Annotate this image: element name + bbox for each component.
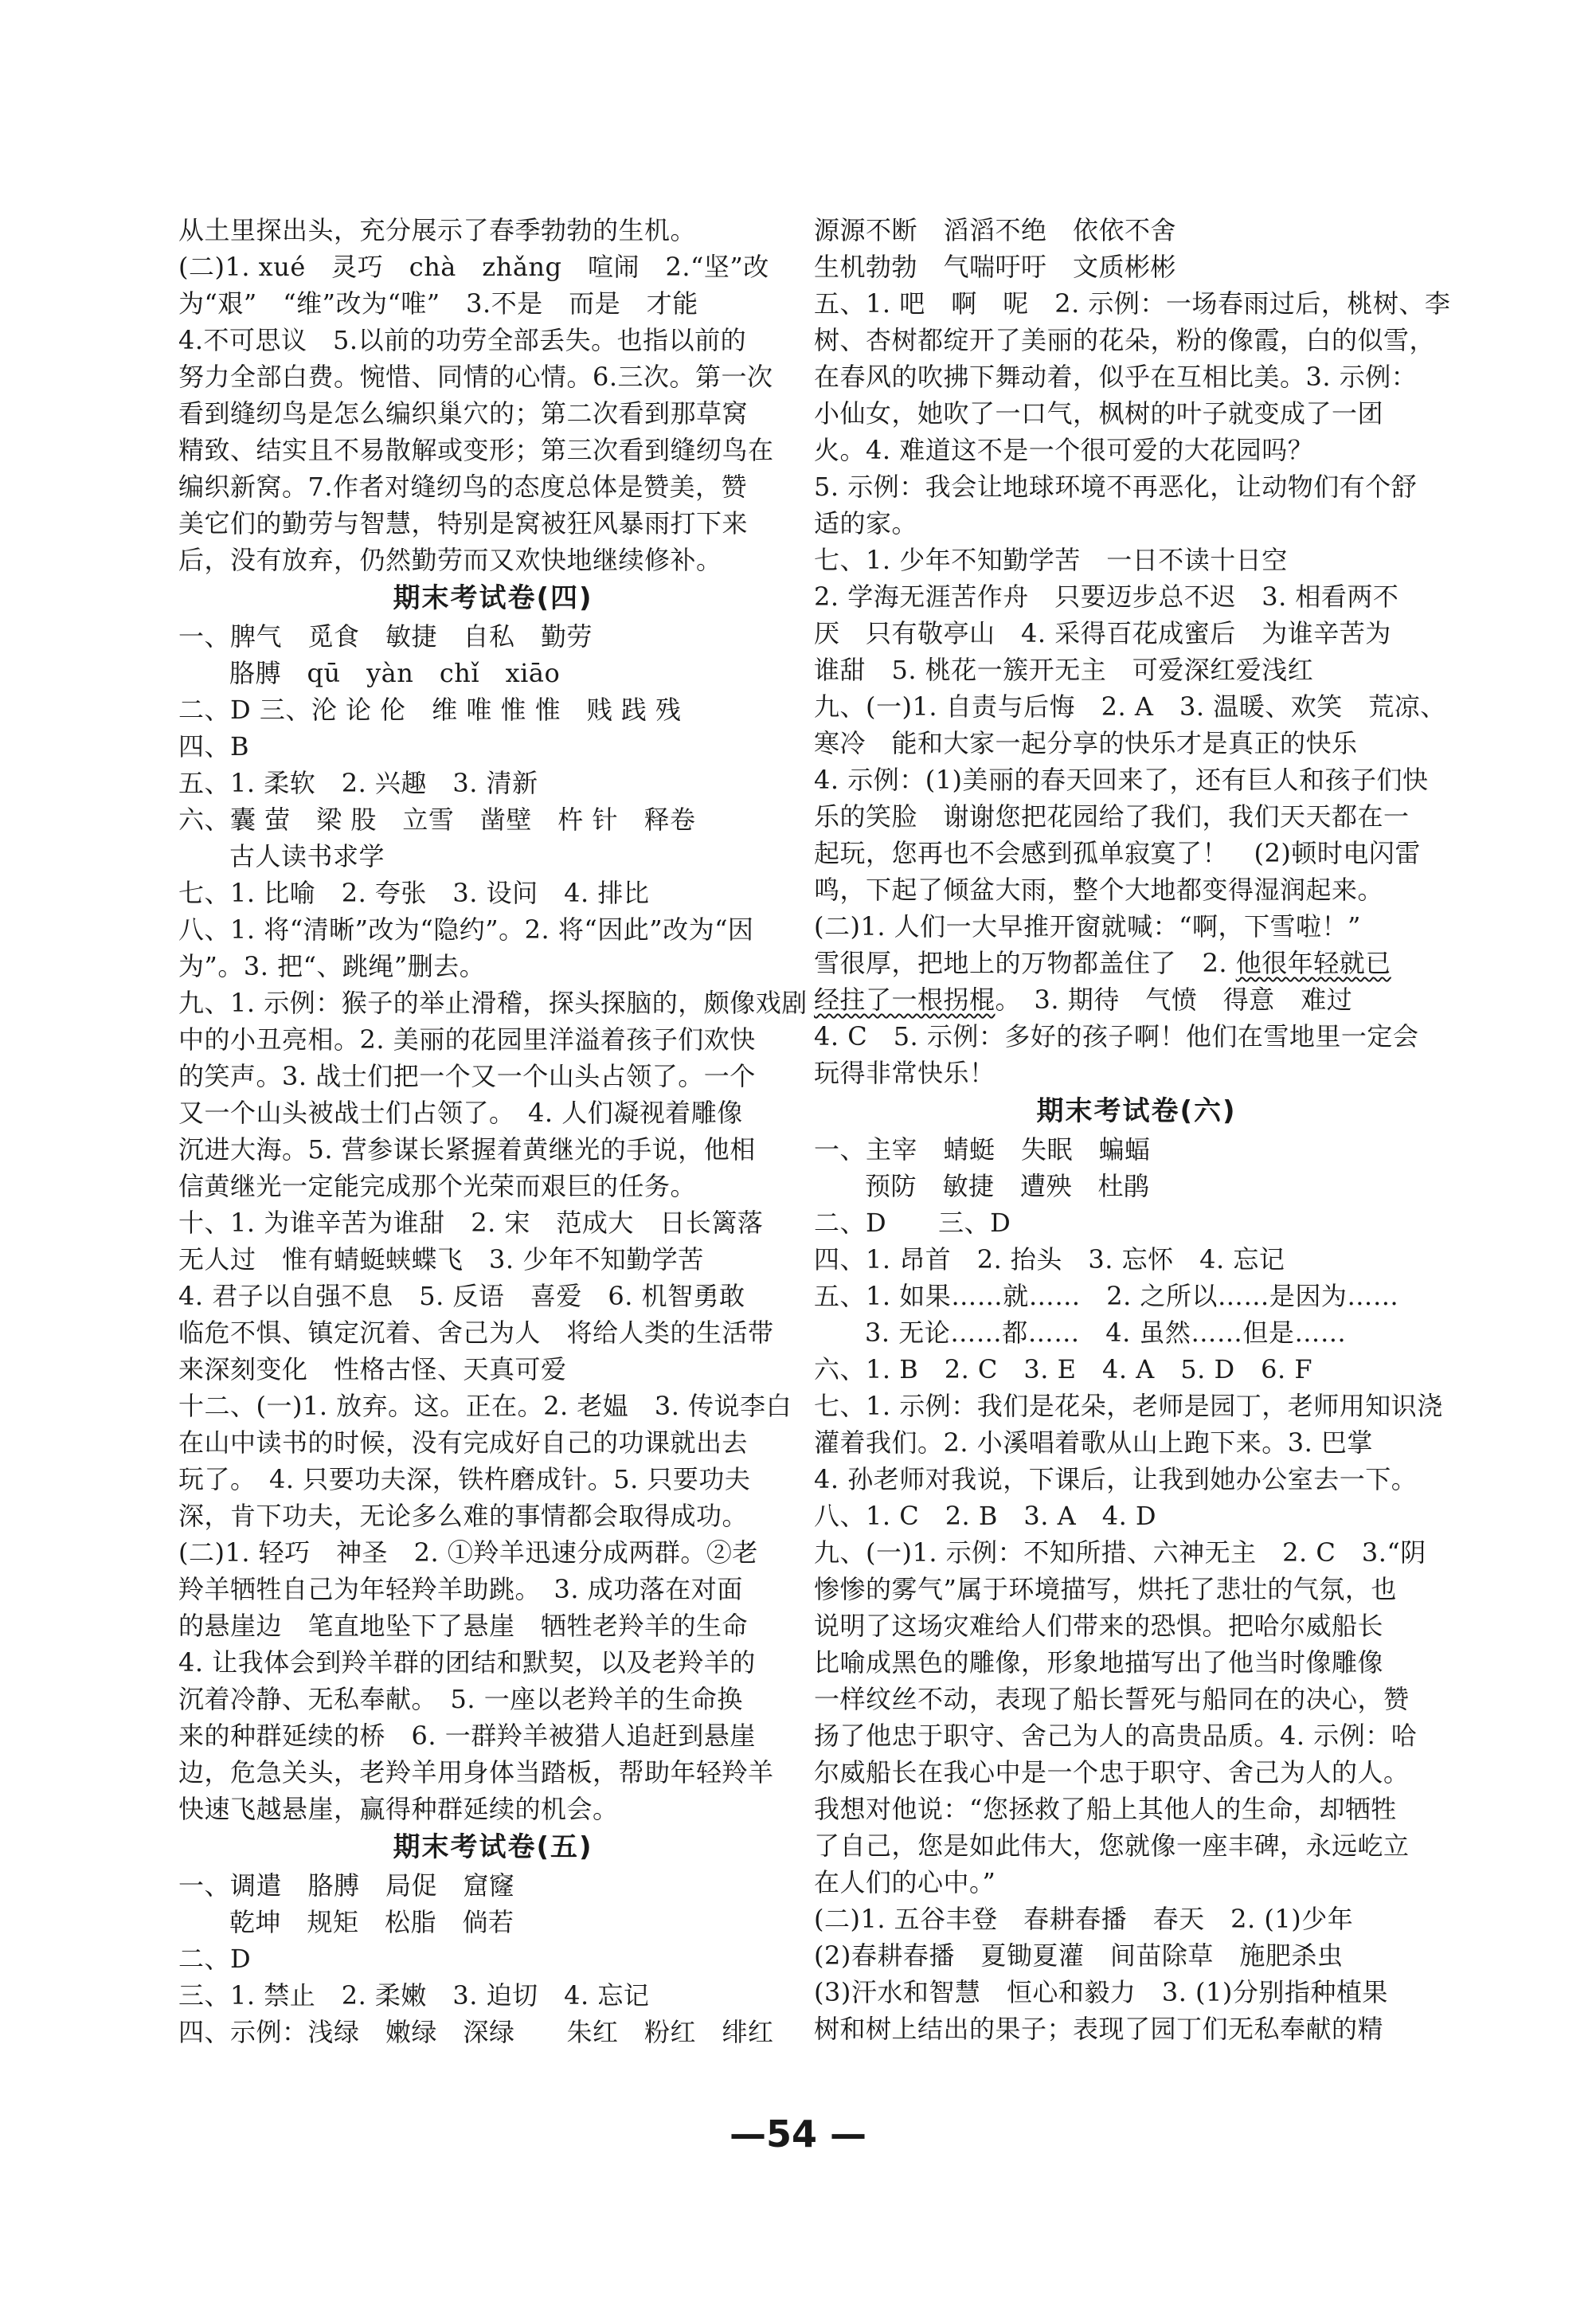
answer-line: 九、(一)1. 示例：不知所措、六神无主 2. C 3.“阴	[814, 1537, 1426, 1568]
answer-line: 5. 示例：我会让地球环境不再恶化，让动物们有个舒	[814, 472, 1418, 502]
answer-line: 来的种群延续的桥 6. 一群羚羊被猎人追赶到悬崖	[178, 1721, 756, 1751]
answer-line: 了自己，您是如此伟大，您就像一座丰碑，永远屹立	[814, 1831, 1410, 1861]
answer-line: 小仙女，她吹了一口气，枫树的叶子就变成了一团	[814, 398, 1384, 429]
answer-line: 寒冷 能和大家一起分享的快乐才是真正的快乐	[814, 728, 1358, 758]
answer-line: 为”。3. 把“、跳绳”删去。	[178, 951, 486, 981]
answer-line: 来深刻变化 性格古怪、天真可爱	[178, 1354, 567, 1384]
answer-line: 一、主宰 蜻蜓 失眠 蝙蝠	[814, 1134, 1151, 1165]
answer-line: 临危不惧、镇定沉着、舍己为人 将给人类的生活带	[178, 1318, 774, 1348]
section-heading: 期末考试卷(四)	[393, 582, 593, 614]
underlined-answer: 他很年轻就已	[1235, 948, 1391, 978]
answer-line: 六、1. B 2. C 3. E 4. A 5. D 6. F	[814, 1354, 1313, 1384]
answer-line: 从土里探出头，充分展示了春季勃勃的生机。	[178, 215, 697, 245]
answer-line: 厌 只有敬亭山 4. 采得百花成蜜后 为谁辛苦为	[814, 618, 1391, 648]
section-heading: 期末考试卷(五)	[393, 1831, 593, 1863]
answer-line: 灌着我们。2. 小溪唱着歌从山上跑下来。3. 巴掌	[814, 1427, 1373, 1458]
answer-line: (3)汗水和智慧 恒心和毅力 3. (1)分别指种植果	[814, 1977, 1388, 2007]
answer-line: (二)1. xué 灵巧 chà zhǎng 喧闹 2.“坚”改	[178, 252, 769, 282]
answer-line: 后，没有放弃，仍然勤劳而又欢快地继续修补。	[178, 545, 722, 575]
answer-line: 编织新窝。7.作者对缝纫鸟的态度总体是赞美，赞	[178, 472, 748, 502]
answer-line: 乾坤 规矩 松脂 倘若	[229, 1907, 514, 1937]
answer-line: 生机勃勃 气喘吁吁 文质彬彬	[814, 252, 1177, 282]
answer-line: 边，危急关头，老羚羊用身体当踏板，帮助年轻羚羊	[178, 1757, 774, 1787]
answer-line: 七、1. 比喻 2. 夸张 3. 设问 4. 排比	[178, 878, 650, 908]
answer-line: 谁甜 5. 桃花一簇开无主 可爱深红爱浅红	[814, 655, 1314, 685]
answer-line: 四、示例：浅绿 嫩绿 深绿 朱红 粉红 绯红	[178, 2017, 774, 2047]
answer-line: 胳膊 qū yàn chǐ xiāo	[229, 658, 561, 688]
page-number: —54 —	[729, 2112, 867, 2156]
answer-line: 看到缝纫鸟是怎么编织巢穴的；第二次看到那草窝	[178, 398, 749, 429]
answer-line: 在人们的心中。”	[814, 1867, 996, 1897]
answer-line: 九、1. 示例：猴子的举止滑稽，探头探脑的，颇像戏剧	[178, 988, 808, 1018]
answer-line: 的悬崖边 笔直地坠下了悬崖 牺牲老羚羊的生命	[178, 1611, 749, 1641]
answer-line: 4. 孙老师对我说，下课后，让我到她办公室去一下。	[814, 1464, 1418, 1494]
answer-line: 4. 君子以自强不息 5. 反语 喜爱 6. 机智勇敢	[178, 1281, 745, 1311]
answer-line: 八、1. 将“清晰”改为“隐约”。2. 将“因此”改为“因	[178, 914, 754, 945]
answer-line: 玩得非常快乐！	[814, 1058, 996, 1088]
answer-line: 十、1. 为谁辛苦为谁甜 2. 宋 范成大 日长篱落	[178, 1208, 764, 1238]
answer-line: 说明了这场灾难给人们带来的恐惧。把哈尔威船长	[814, 1611, 1384, 1641]
answer-line: 玩了。 4. 只要功夫深，铁杵磨成针。5. 只要功夫	[178, 1464, 751, 1494]
answer-line: 五、1. 如果……就…… 2. 之所以……是因为……	[814, 1281, 1399, 1311]
answer-line: 七、1. 示例：我们是花朵，老师是园丁，老师用知识浇	[814, 1391, 1443, 1421]
answer-line: 二、D 三、沦 论 伦 维 唯 惟 惟 贱 践 残	[178, 695, 682, 725]
answer-line: 扬了他忠于职守、舍己为人的高贵品质。4. 示例：哈	[814, 1721, 1418, 1751]
answer-line: 二、D	[178, 1944, 252, 1974]
answer-line: 美它们的勤劳与智慧，特别是窝被狂风暴雨打下来	[178, 508, 749, 538]
answer-line: 鸣，下起了倾盆大雨，整个大地都变得湿润起来。	[814, 875, 1384, 905]
answer-line: 树、杏树都绽开了美丽的花朵，粉的像霞，白的似雪，	[814, 325, 1436, 355]
answer-line: 信黄继光一定能完成那个光荣而艰巨的任务。	[178, 1171, 697, 1201]
answer-line: 快速飞越悬崖，赢得种群延续的机会。	[178, 1794, 619, 1824]
answer-line: 古人读书求学	[229, 841, 385, 871]
answer-line: 为“艰” “维”改为“唯” 3.不是 而是 才能	[178, 288, 698, 319]
answer-line: 树和树上结出的果子；表现了园丁们无私奉献的精	[814, 2014, 1384, 2044]
answer-line: 惨惨的雾气”属于环境描写，烘托了悲壮的气氛，也	[814, 1574, 1397, 1604]
answer-line: 4. C 5. 示例：多好的孩子啊！他们在雪地里一定会	[814, 1021, 1419, 1051]
answer-line: 火。4. 难道这不是一个很可爱的大花园吗？	[814, 435, 1314, 465]
answer-line: 沉进大海。5. 营参谋长紧握着黄继光的手说，他相	[178, 1134, 756, 1165]
answer-line: 的笑声。3. 战士们把一个又一个山头占领了。一个	[178, 1061, 756, 1091]
answer-line: 4.不可思议 5.以前的功劳全部丢失。也指以前的	[178, 325, 747, 355]
answer-line: 七、1. 少年不知勤学苦 一日不读十日空	[814, 545, 1288, 575]
answer-line: 五、1. 吧 啊 呢 2. 示例：一场春雨过后，桃树、李	[814, 288, 1451, 319]
answer-line: 源源不断 滔滔不绝 依依不舍	[814, 215, 1177, 245]
answer-line: 在山中读书的时候，没有完成好自己的功课就出去	[178, 1427, 749, 1458]
answer-line: 比喻成黑色的雕像，形象地描写出了他当时像雕像	[814, 1647, 1384, 1678]
answer-line: 3. 无论……都…… 4. 虽然……但是……	[865, 1318, 1347, 1348]
answer-line: (二)1. 五谷丰登 春耕春播 春天 2. (1)少年	[814, 1904, 1354, 1934]
answer-line: 起玩，您再也不会感到孤单寂寞了！ (2)顿时电闪雷	[814, 838, 1421, 868]
answer-line: 在春风的吹拂下舞动着，似乎在互相比美。3. 示例：	[814, 362, 1418, 392]
answer-line: 二、D 三、D	[814, 1208, 1011, 1238]
answer-line	[814, 981, 1459, 1018]
answer-line: 一样纹丝不动，表现了船长誓死与船同在的决心，赞	[814, 1684, 1410, 1714]
left-column	[178, 212, 808, 2050]
answer-line: (2)春耕春播 夏锄夏灌 间苗除草 施肥杀虫	[814, 1940, 1344, 1971]
answer-line: 八、1. C 2. B 3. A 4. D	[814, 1501, 1157, 1531]
answer-line: 又一个山头被战士们占领了。 4. 人们凝视着雕像	[178, 1098, 743, 1128]
answer-line: (二)1. 轻巧 神圣 2. ①羚羊迅速分成两群。②老	[178, 1537, 758, 1568]
answer-line: 沉着冷静、无私奉献。 5. 一座以老羚羊的生命换	[178, 1684, 743, 1714]
answer-line: 四、B	[178, 731, 250, 762]
answer-line: 中的小丑亮相。2. 美丽的花园里洋溢着孩子们欢快	[178, 1024, 756, 1055]
answer-line: 一、脾气 觅食 敏捷 自私 勤劳	[178, 621, 593, 652]
answer-line: 乐的笑脸 谢谢您把花园给了我们，我们天天都在一	[814, 801, 1410, 832]
answer-line: 九、(一)1. 自责与后悔 2. A 3. 温暖、欢笑 荒凉、	[814, 691, 1446, 722]
answer-line: 羚羊牺牲自己为年轻羚羊助跳。 3. 成功落在对面	[178, 1574, 743, 1604]
answer-line: (二)1. 人们一大早推开窗就喊：“啊，下雪啦！”	[814, 911, 1361, 942]
answer-line: 六、囊 萤 梁 股 立雪 凿壁 杵 针 释卷	[178, 805, 696, 835]
answer-line: 4. 示例：(1)美丽的春天回来了，还有巨人和孩子们快	[814, 765, 1429, 795]
answer-line: 2. 学海无涯苦作舟 只要迈步总不迟 3. 相看两不	[814, 581, 1399, 612]
answer-line: 精致、结实且不易散解或变形；第三次看到缝纫鸟在	[178, 435, 774, 465]
answer-line: 三、1. 禁止 2. 柔嫩 3. 迫切 4. 忘记	[178, 1980, 650, 2011]
answer-line: 4. 让我体会到羚羊群的团结和默契，以及老羚羊的	[178, 1647, 756, 1678]
section-heading: 期末考试卷(六)	[1036, 1095, 1237, 1127]
answer-line: 五、1. 柔软 2. 兴趣 3. 清新	[178, 768, 538, 798]
answer-line: 四、1. 昂首 2. 抬头 3. 忘怀 4. 忘记	[814, 1244, 1285, 1275]
answer-line: 预防 敏捷 遭殃 杜鹃	[865, 1171, 1150, 1201]
answer-line: 尔威船长在我心中是一个忠于职守、舍己为人的人。	[814, 1757, 1410, 1787]
answer-text: 。 3. 期待 气愤 得意 难过	[995, 985, 1353, 1015]
answer-line	[814, 945, 1459, 981]
answer-line: 我想对他说：“您拯救了船上其他人的生命，却牺牲	[814, 1794, 1397, 1824]
right-column	[814, 212, 1459, 2047]
answer-line: 适的家。	[814, 508, 918, 538]
answer-line: 深，肯下功夫，无论多么难的事情都会取得成功。	[178, 1501, 749, 1531]
underlined-answer: 经拄了一根拐棍	[814, 985, 996, 1015]
answer-line: 无人过 惟有蜻蜓蛱蝶飞 3. 少年不知勤学苦	[178, 1244, 704, 1275]
answer-text: 雪很厚，把地上的万物都盖住了 2.	[814, 948, 1236, 978]
answer-line: 十二、(一)1. 放弃。这。正在。2. 老媪 3. 传说李白	[178, 1391, 792, 1421]
answer-line: 一、调遣 胳膊 局促 窟窿	[178, 1870, 515, 1901]
answer-line: 努力全部白费。惋惜、同情的心情。6.三次。第一次	[178, 362, 773, 392]
